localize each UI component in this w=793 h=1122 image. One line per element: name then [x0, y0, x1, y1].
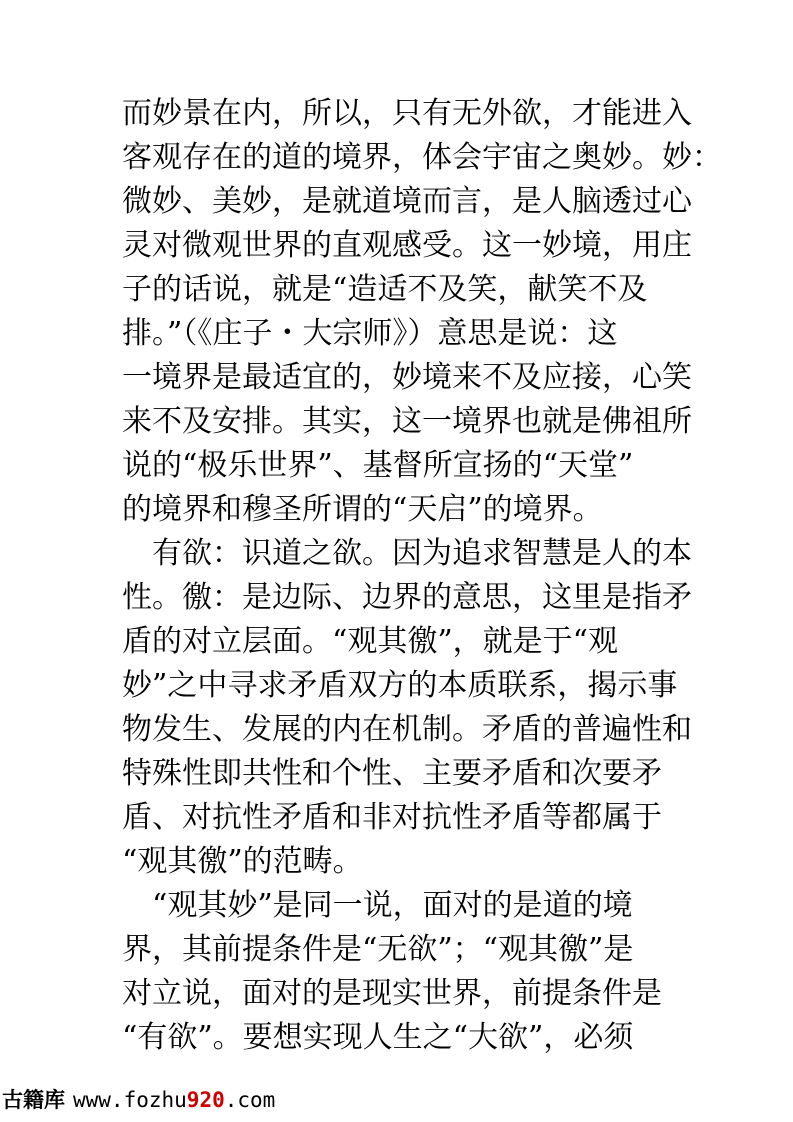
- text-line: 物发生、发展的内在机制。矛盾的普遍性和: [122, 712, 692, 747]
- paragraph-start-line: 有欲：识道之欲。因为追求智慧是人的本: [152, 536, 692, 571]
- site-url-suffix: .com: [224, 1088, 276, 1112]
- text-line: 微妙、美妙，是就道境而言，是人脑透过心: [122, 184, 692, 219]
- paragraph-start-line: “观其妙”是同一说，面对的是道的境: [152, 888, 633, 923]
- text-line: 盾、对抗性矛盾和非对抗性矛盾等都属于: [122, 800, 662, 835]
- text-line: 盾的对立层面。“观其徼”，就是于“观: [122, 624, 619, 659]
- text-line: 特殊性即共性和个性、主要矛盾和次要矛: [122, 756, 662, 791]
- site-url-number: 920: [186, 1088, 225, 1112]
- text-line: 对立说，面对的是现实世界，前提条件是: [122, 976, 662, 1011]
- text-line: “观其徼”的范畴。: [122, 844, 363, 879]
- text-line: 而妙景在内，所以，只有无外欲，才能进入: [122, 96, 692, 131]
- site-watermark: [2, 1085, 275, 1115]
- text-line: 灵对微观世界的直观感受。这一妙境，用庄: [122, 228, 692, 263]
- text-line: 来不及安排。其实，这一境界也就是佛祖所: [122, 404, 692, 439]
- text-line: 子的话说，就是“造适不及笑，献笑不及: [122, 272, 648, 307]
- text-line: 排。”（《庄子・大宗师》）意思是说：这: [122, 316, 618, 351]
- site-name: 古籍库: [2, 1088, 65, 1112]
- site-url-prefix: www.fozhu: [73, 1088, 187, 1112]
- text-line: 界，其前提条件是“无欲”；“观其徼”是: [122, 932, 634, 967]
- text-line: “有欲”。要想实现人生之“大欲”，必须: [122, 1020, 634, 1055]
- text-line: 妙”之中寻求矛盾双方的本质联系，揭示事: [122, 668, 678, 703]
- text-line: 客观存在的道的境界，体会宇宙之奥妙。妙：: [122, 140, 722, 175]
- text-line: 的境界和穆圣所谓的“天启”的境界。: [122, 492, 603, 527]
- text-line: 说的“极乐世界”、基督所宣扬的“天堂”: [122, 448, 634, 483]
- text-line: 性。徼：是边际、边界的意思，这里是指矛: [122, 580, 692, 615]
- text-line: 一境界是最适宜的，妙境来不及应接，心笑: [122, 360, 692, 395]
